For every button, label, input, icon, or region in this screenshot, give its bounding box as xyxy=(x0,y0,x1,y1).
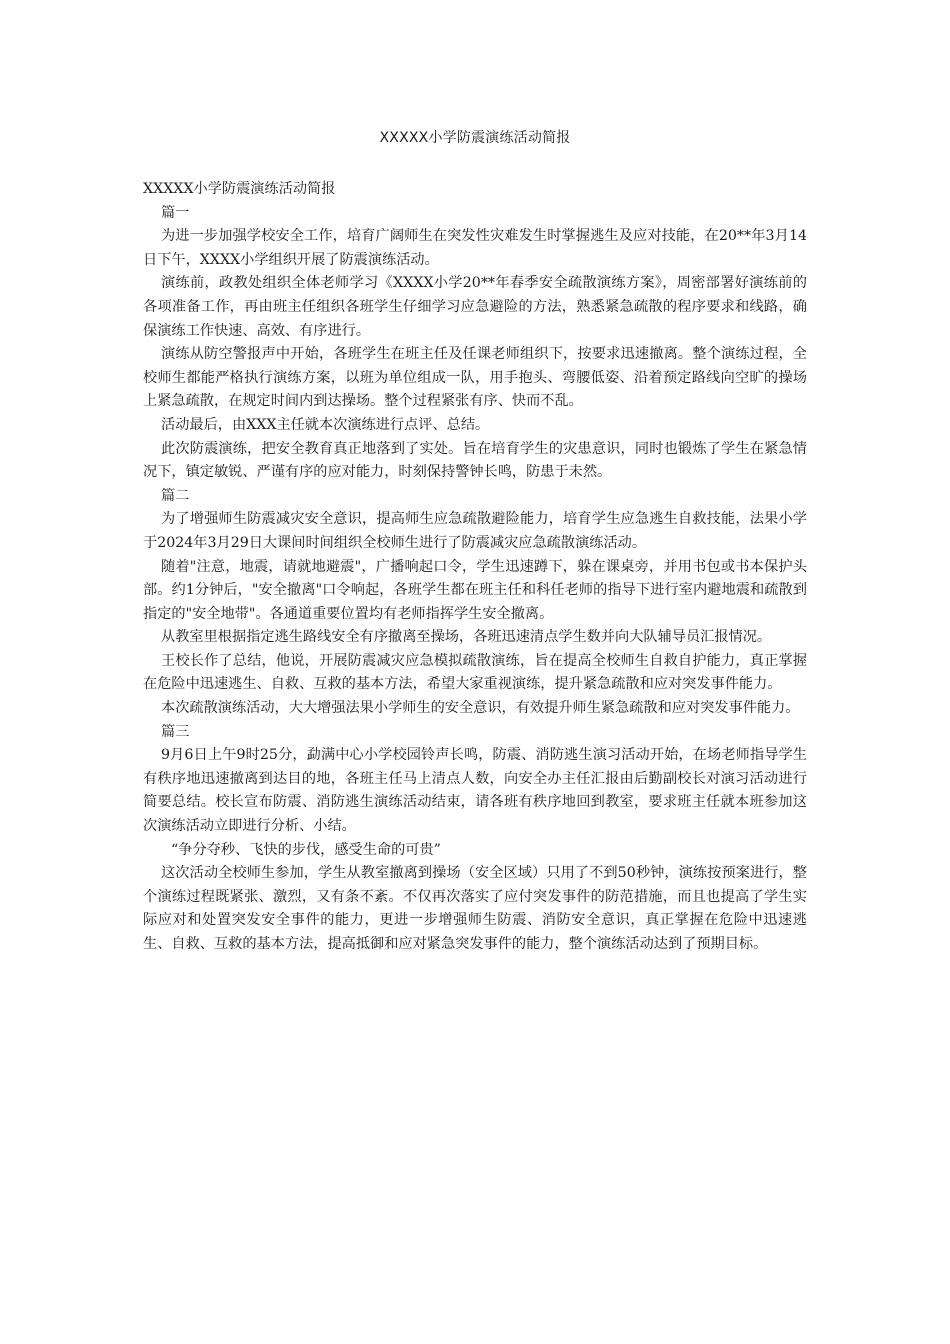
paragraph: 演练前，政教处组织全体老师学习《XXXX小学20**年春季安全疏散演练方案》，周密部署好演练前的各项准备工作，再由班主任组织各班学生仔细学习应急避险的方法，熟悉紧急疏散的程序要求和线路，确保演练工作快速、高效、有序进行。 xyxy=(143,275,807,339)
document-subtitle: XXXXX小学防震演练活动简报 xyxy=(143,181,336,197)
section-heading-3: 篇三 xyxy=(161,723,190,740)
paragraph: 9月6日上午9时25分，勐满中心小学校园铃声长鸣，防震、消防逃生演习活动开始，在场老师指导学生有秩序地迅速撤离到达目的地，各班主任马上清点人数，向安全办主任汇报由后勤副校长对演习活动进行简要总结。校长宣布防震、消防逃生演练活动结束，请各班有秩序地回到教室，要求班主任就本班参加这次演练活动立即进行分析、小结。 xyxy=(143,747,807,835)
paragraph: 活动最后，由XXX主任就本次演练进行点评、总结。 xyxy=(161,416,490,433)
section-heading-2: 篇二 xyxy=(161,487,190,504)
section-heading-1: 篇一 xyxy=(161,204,190,221)
paragraph: 王校长作了总结，他说，开展防震减灾应急模拟疏散演练，旨在提高全校师生自救自护能力，真正掌握在危险中迅速逃生、自救、互救的基本方法，希望大家重视演练，提升紧急疏散和应对突发事件能力。 xyxy=(143,652,807,693)
paragraph: 演练从防空警报声中开始，各班学生在班主任及任课老师组织下，按要求迅速撤离。整个演练过程，全校师生都能严格执行演练方案，以班为单位组成一队，用手抱头、弯腰低姿、沿着预定路线向空旷的操场上紧急疏散，在规定时间内到达操场。整个过程紧张有序、快而不乱。 xyxy=(143,346,807,410)
paragraph: 为了增强师生防震减灾安全意识，提高师生应急疏散避险能力，培育学生应急逃生自救技能，法果小学于2024年3月29日大课间时间组织全校师生进行了防震减灾应急疏散演练活动。 xyxy=(143,511,807,551)
paragraph: 这次活动全校师生参加，学生从教室撤离到操场（安全区域）只用了不到50秒钟，演练按预案进行，整个演练过程既紧张、激烈，又有条不紊。不仅再次落实了应付突发事件的防范措施，而且也提高了学生实际应对和处置突发安全事件的能力，更进一步增强师生防震、消防安全意识，真正掌握在危险中迅速逃生、自救、互救的基本方法，提高抵御和应对紧急突发事件的能力，整个演练活动达到了预期目标。 xyxy=(143,865,807,952)
paragraph: 此次防震演练，把安全教育真正地落到了实处。旨在培育学生的灾患意识，同时也锻炼了学生在紧急情况下，镇定敏锐、严谨有序的应对能力，时刻保持警钟长鸣，防患于未然。 xyxy=(143,440,807,481)
page-title: XXXXX小学防震演练活动简报 xyxy=(379,130,571,146)
paragraph: 随着"注意，地震，请就地避震"，广播响起口令，学生迅速蹲下，躲在课桌旁，并用书包或书本保护头部。约1分钟后，"安全撤离"口令响起，各班学生都在班主任和科任老师的指导下进行室内避地震和疏散到指定的"安全地带"。各通道重要位置均有老师指挥学生安全撤离。 xyxy=(143,558,807,622)
paragraph: 为进一步加强学校安全工作，培育广阔师生在突发性灾难发生时掌握逃生及应对技能，在20**年3月14日下午，XXXX小学组织开展了防震演练活动。 xyxy=(143,228,807,268)
paragraph: 本次疏散演练活动，大大增强法果小学师生的安全意识，有效提升师生紧急疏散和应对突发事件能力。 xyxy=(161,700,800,717)
quote-line: “争分夺秒、飞快的步伐，感受生命的可贵” xyxy=(171,841,441,858)
document-body xyxy=(143,178,807,957)
paragraph: 从教室里根据指定逃生路线安全有序撤离至操场，各班迅速清点学生数并向大队辅导员汇报情况。 xyxy=(161,629,772,646)
